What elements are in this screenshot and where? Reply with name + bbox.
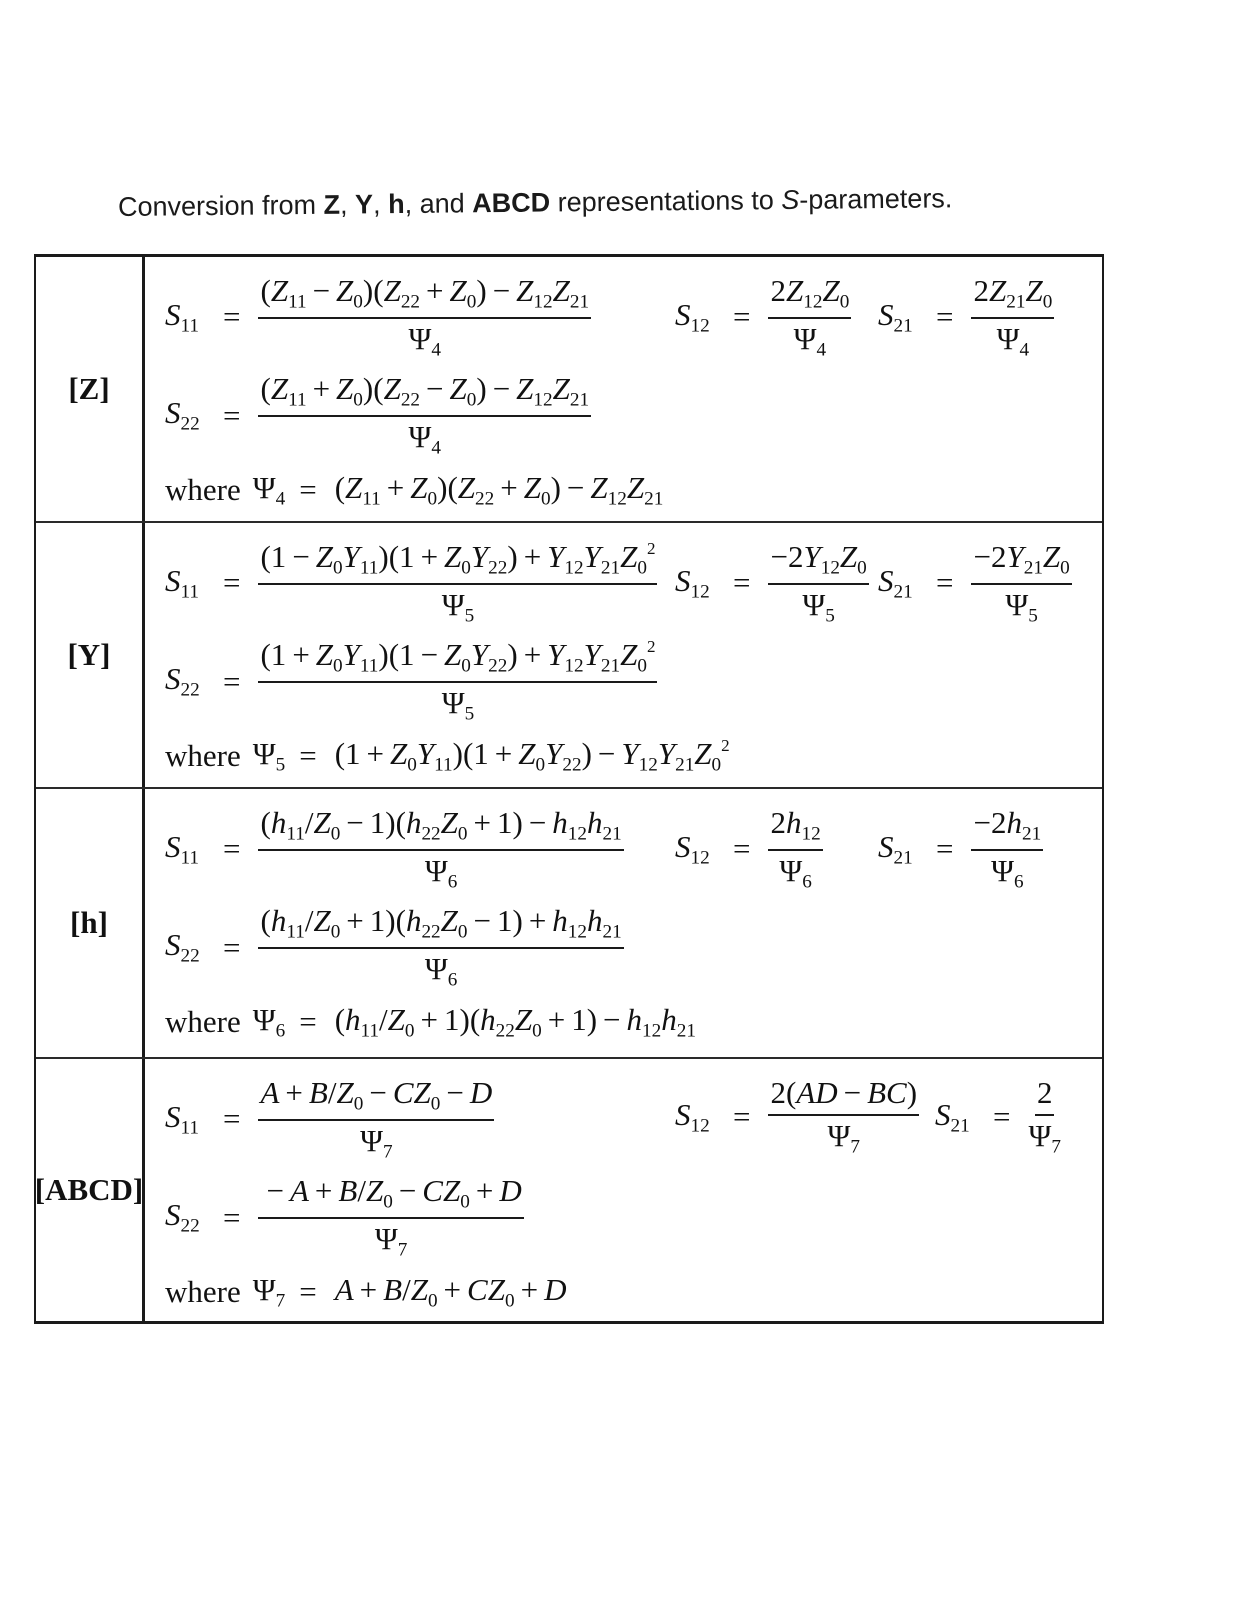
fraction bbox=[971, 273, 1054, 361]
psi-expression: $A + B/Z_0 + CZ_0 + D$ bbox=[334, 1271, 567, 1312]
where-psi-definition: where $\Psi_4$ = $(Z_{11} + Z_0)(Z_{22} + Z_0) - Z_{12}Z_{21}$ bbox=[165, 469, 664, 510]
fraction bbox=[258, 1075, 494, 1163]
equation-s12: $S_{12}$ = $\frac{2(AD - BC)}{\Psi_7}$ bbox=[675, 1075, 918, 1158]
equation-lhs: $S_{12}$ bbox=[675, 562, 710, 603]
numerator: $(Z_{11} + Z_0)(Z_{22} - Z_0) - Z_{12}Z_{21}$ bbox=[258, 371, 591, 417]
equation-s22: $S_{22}$ = $\frac{(Z_{11} + Z_0)(Z_{22} - Z_0) - Z_{12}Z_{21}}{\Psi_4}$ bbox=[165, 371, 590, 459]
equation-lhs: $S_{22}$ bbox=[165, 661, 200, 702]
fraction bbox=[971, 805, 1043, 893]
numerator: $(1 + Z_0Y_{11})(1 - Z_0Y_{22}) + Y_{12}Y_{21}Z_0^2$ bbox=[258, 637, 657, 683]
numerator: $(h_{11}/Z_0 - 1)(h_{22}Z_0 + 1) - h_{12}h_{21}$ bbox=[258, 805, 623, 851]
equation-lhs: $S_{12}$ bbox=[675, 1096, 710, 1137]
denominator: $\Psi_5$ bbox=[441, 586, 475, 627]
fraction bbox=[258, 371, 591, 459]
equation-lhs: $S_{21}$ bbox=[935, 1096, 970, 1137]
fraction bbox=[258, 1173, 523, 1261]
fraction bbox=[768, 273, 851, 361]
fraction bbox=[768, 539, 868, 627]
equation-lhs: $S_{11}$ bbox=[165, 562, 199, 603]
equation-lhs: $S_{11}$ bbox=[165, 1098, 199, 1139]
equation-lhs: $S_{21}$ bbox=[878, 562, 913, 603]
numerator: $2Z_{21}Z_0$ bbox=[971, 273, 1054, 319]
equation-s11: $S_{11}$ = $\frac{(1 - Z_0Y_{11})(1 + Z_0Y_{22}) + Y_{12}Y_{21}Z_0^2}{\Psi_5}$ bbox=[165, 539, 656, 627]
table-row-y bbox=[36, 523, 1102, 789]
conversion-table bbox=[34, 254, 1104, 1324]
row-body-y bbox=[145, 523, 1102, 787]
where-psi-definition: where $\Psi_7$ = $A + B/Z_0 + CZ_0 + D$ bbox=[165, 1271, 567, 1312]
equation-line-s22 bbox=[165, 903, 1102, 991]
numerator: − $A + B/Z_0 - CZ_0 + D$ bbox=[258, 1173, 523, 1219]
table-row-z bbox=[36, 257, 1102, 523]
fraction bbox=[258, 805, 623, 893]
numerator: 2(AD − BC) bbox=[768, 1075, 919, 1116]
psi-expression: $(Z_{11} + Z_0)(Z_{22} + Z_0) - Z_{12}Z_{21}$ bbox=[334, 469, 664, 510]
row-body-abcd bbox=[145, 1059, 1102, 1321]
psi-expression: $(1 + Z_0Y_{11})(1 + Z_0Y_{22}) - Y_{12}Y_{21}Z_0^2$ bbox=[334, 735, 730, 776]
where-psi-definition: where $\Psi_6$ = $(h_{11}/Z_0 + 1)(h_{22}Z_0 + 1) - h_{12}h_{21}$ bbox=[165, 1001, 696, 1042]
equation-s21: $S_{21}$ = $\frac{2Z_{21}Z_0}{\Psi_4}$ bbox=[878, 273, 1053, 361]
equation-s11: $S_{11}$ = $\frac{(Z_{11} - Z_0)(Z_{22} + Z_0) - Z_{12}Z_{21}}{\Psi_4}$ bbox=[165, 273, 590, 361]
equation-s11: $S_{11}$ = $\frac{A + B/Z_0 - CZ_0 - D}{\Psi_7}$ bbox=[165, 1075, 493, 1163]
where-psi-definition: where $\Psi_5$ = $(1 + Z_0Y_{11})(1 + Z_0Y_{22}) - Y_{12}Y_{21}Z_0^2$ bbox=[165, 735, 730, 776]
denominator: $\Psi_6$ bbox=[779, 852, 812, 893]
equation-s22: $S_{22}$ = $\frac{(1 + Z_0Y_{11})(1 - Z_0Y_{22}) + Y_{12}Y_{21}Z_0^2}{\Psi_5}$ bbox=[165, 637, 656, 725]
denominator: $\Psi_7$ bbox=[374, 1221, 408, 1261]
equation-s21: $S_{21}$ = $\frac{2}{\Psi_7}$ bbox=[935, 1075, 1061, 1158]
psi-symbol: $\Psi_6$ bbox=[252, 1001, 286, 1042]
denominator: $\Psi_4$ bbox=[408, 419, 442, 459]
numerator: $-2h_{21}$ bbox=[971, 805, 1043, 851]
table-row-h bbox=[36, 789, 1102, 1059]
numerator: $-2Y_{12}Z_0$ bbox=[768, 539, 868, 585]
numerator: $-2Y_{21}Z_0$ bbox=[971, 539, 1071, 585]
fraction bbox=[258, 539, 657, 627]
equation-s22: $S_{22}$ = $\frac{- A + B/Z_0 - CZ_0 + D}{\Psi_7}$ bbox=[165, 1173, 522, 1261]
equation-lhs: $S_{22}$ bbox=[165, 395, 200, 436]
denominator: $\Psi_5$ bbox=[1005, 586, 1038, 627]
psi-expression: $(h_{11}/Z_0 + 1)(h_{22}Z_0 + 1) - h_{12}h_{21}$ bbox=[334, 1001, 696, 1042]
equation-s11: $S_{11}$ = $\frac{(h_{11}/Z_0 - 1)(h_{22}Z_0 + 1) - h_{12}h_{21}}{\Psi_6}$ bbox=[165, 805, 622, 893]
equation-s12: $S_{12}$ = $\frac{2h_{12}}{\Psi_6}$ bbox=[675, 805, 821, 893]
table-row-abcd bbox=[36, 1059, 1102, 1321]
table-caption: Conversion from Z, Y, h, and ABCD representations to S-parameters. bbox=[117, 183, 953, 222]
psi-symbol: $\Psi_4$ bbox=[252, 469, 286, 510]
denominator: $\Psi_6$ bbox=[424, 951, 458, 991]
equation-lhs: $S_{12}$ bbox=[675, 296, 710, 337]
denominator: $\Psi_4$ bbox=[793, 320, 827, 361]
fraction bbox=[258, 903, 623, 991]
fraction bbox=[971, 539, 1071, 627]
equation-s21: $S_{21}$ = $\frac{-2h_{21}}{\Psi_6}$ bbox=[878, 805, 1042, 893]
row-label-z: [Z] bbox=[36, 257, 145, 521]
equation-s12: $S_{12}$ = $\frac{2Z_{12}Z_0}{\Psi_4}$ bbox=[675, 273, 850, 361]
fraction bbox=[768, 1075, 919, 1159]
equation-line-s22 bbox=[165, 1173, 1102, 1261]
equation-lhs: $S_{22}$ bbox=[165, 927, 200, 968]
numerator: $A + B/Z_0 - CZ_0 - D$ bbox=[258, 1075, 494, 1121]
denominator: $\Psi_5$ bbox=[802, 586, 835, 627]
fraction bbox=[1028, 1075, 1060, 1159]
numerator: $(Z_{11} - Z_0)(Z_{22} + Z_0) - Z_{12}Z_{21}$ bbox=[258, 273, 591, 319]
equation-lhs: $S_{11}$ bbox=[165, 828, 199, 869]
equation-line-s22 bbox=[165, 637, 1102, 725]
equation-lhs: $S_{22}$ bbox=[165, 1197, 200, 1238]
psi-symbol: $\Psi_7$ bbox=[252, 1271, 286, 1312]
denominator: $\Psi_7$ bbox=[360, 1122, 393, 1163]
denominator: $\Psi_6$ bbox=[424, 852, 458, 893]
equation-s22: $S_{22}$ = $\frac{(h_{11}/Z_0 + 1)(h_{22}Z_0 - 1) + h_{12}h_{21}}{\Psi_6}$ bbox=[165, 903, 622, 991]
equation-lhs: $S_{12}$ bbox=[675, 828, 710, 869]
denominator: $\Psi_4$ bbox=[996, 320, 1030, 361]
row-label-y: [Y] bbox=[36, 523, 145, 787]
fraction bbox=[258, 273, 591, 361]
numerator: $2Z_{12}Z_0$ bbox=[768, 273, 851, 319]
denominator: $\Psi_7$ bbox=[1028, 1118, 1061, 1158]
equation-line-s22 bbox=[165, 371, 1102, 459]
numerator: 2 bbox=[1035, 1075, 1055, 1116]
numerator: $2h_{12}$ bbox=[768, 805, 822, 851]
denominator: $\Psi_4$ bbox=[408, 320, 442, 361]
equation-s21: $S_{21}$ = $\frac{-2Y_{21}Z_0}{\Psi_5}$ bbox=[878, 539, 1070, 627]
equation-lhs: $S_{21}$ bbox=[878, 828, 913, 869]
numerator: $(1 - Z_0Y_{11})(1 + Z_0Y_{22}) + Y_{12}Y_{21}Z_0^2$ bbox=[258, 539, 657, 585]
denominator: $\Psi_6$ bbox=[991, 852, 1024, 893]
equation-lhs: $S_{11}$ bbox=[165, 296, 199, 337]
numerator: $(h_{11}/Z_0 + 1)(h_{22}Z_0 - 1) + h_{12}h_{21}$ bbox=[258, 903, 623, 949]
row-label-h: [h] bbox=[36, 789, 145, 1057]
row-label-abcd: [ABCD] bbox=[36, 1059, 145, 1321]
row-body-h bbox=[145, 789, 1102, 1057]
fraction bbox=[258, 637, 657, 725]
denominator: $\Psi_5$ bbox=[441, 685, 475, 725]
equation-lhs: $S_{21}$ bbox=[878, 296, 913, 337]
fraction bbox=[768, 805, 822, 893]
psi-symbol: $\Psi_5$ bbox=[252, 735, 286, 776]
row-body-z bbox=[145, 257, 1102, 521]
equation-s12: $S_{12}$ = $\frac{-2Y_{12}Z_0}{\Psi_5}$ bbox=[675, 539, 867, 627]
denominator: $\Psi_7$ bbox=[827, 1118, 861, 1158]
